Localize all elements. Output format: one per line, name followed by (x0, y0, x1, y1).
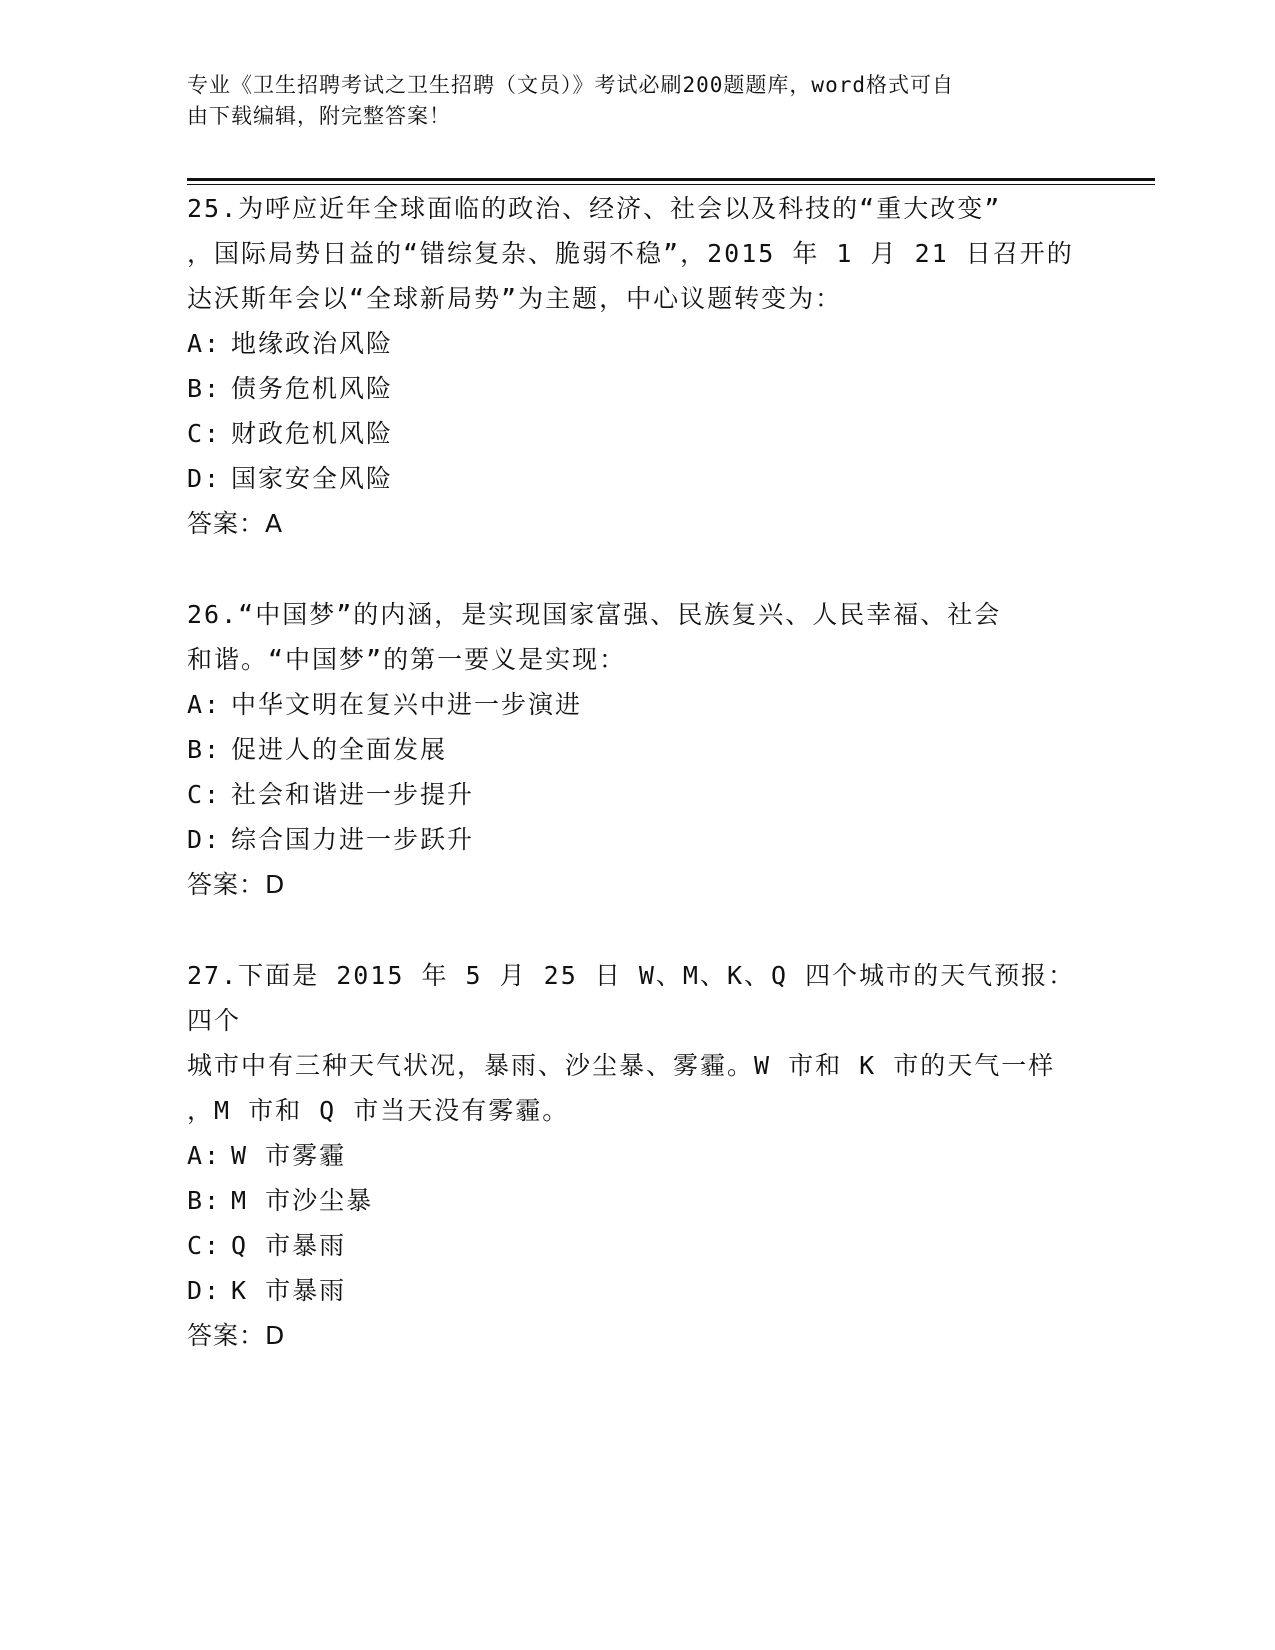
option-text: K 市暴雨 (231, 1276, 347, 1305)
option-a (187, 321, 1087, 366)
option-letter: B: (187, 374, 222, 403)
option-text: 债务危机风险 (231, 374, 394, 403)
option-letter: A: (187, 329, 222, 358)
question-number: 25. (187, 194, 239, 223)
option-text: 综合国力进一步跃升 (231, 825, 475, 854)
question-stem (187, 186, 1087, 321)
stem-line: 城市中有三种天气状况，暴雨、沙尘暴、雾霾。W 市和 K 市的天气一样 (187, 1051, 1056, 1080)
option-text: 国家安全风险 (231, 464, 394, 493)
option-letter: C: (187, 1231, 222, 1260)
option-a (187, 682, 1087, 727)
option-letter: A: (187, 1141, 222, 1170)
option-text: 财政危机风险 (231, 419, 394, 448)
option-text: M 市沙尘暴 (231, 1186, 374, 1215)
option-text: 地缘政治风险 (231, 329, 394, 358)
option-a (187, 1133, 1087, 1178)
option-letter: C: (187, 419, 222, 448)
option-b (187, 366, 1087, 411)
option-letter: A: (187, 690, 222, 719)
option-letter: D: (187, 1276, 222, 1305)
stem-line: 为呼应近年全球面临的政治、经济、社会以及科技的“重大改变” (238, 194, 1002, 223)
question-number: 27. (187, 961, 239, 990)
question-number: 26. (187, 600, 239, 629)
header-line-1: 专业《卫生招聘考试之卫生招聘（文员）》考试必刷200题题库，word格式可自 (187, 73, 954, 97)
option-text: 社会和谐进一步提升 (231, 780, 475, 809)
document-header (187, 70, 1067, 132)
answer-line: 答案：D (187, 1321, 286, 1350)
option-c (187, 1223, 1087, 1268)
option-c (187, 772, 1087, 817)
header-divider-thin (187, 184, 1155, 185)
option-b (187, 727, 1087, 772)
question-25 (187, 186, 1087, 546)
answer-line: 答案：D (187, 870, 286, 899)
question-27 (187, 953, 1087, 1358)
option-text: W 市雾霾 (231, 1141, 347, 1170)
header-line-2: 由下载编辑，附完整答案！ (187, 104, 451, 128)
option-letter: B: (187, 735, 222, 764)
stem-line: 下面是 2015 年 5 月 25 日 W、M、K、Q 四个城市的天气预报：四个 (187, 961, 1076, 1035)
stem-line: ，M 市和 Q 市当天没有雾霾。 (187, 1096, 570, 1125)
question-26 (187, 592, 1087, 907)
option-letter: B: (187, 1186, 222, 1215)
option-text: 促进人的全面发展 (231, 735, 448, 764)
stem-line: 达沃斯年会以“全球新局势”为主题，中心议题转变为： (187, 284, 843, 313)
header-divider-thick (187, 178, 1155, 181)
option-text: Q 市暴雨 (231, 1231, 347, 1260)
answer-line: 答案：A (187, 509, 284, 538)
option-letter: D: (187, 464, 222, 493)
option-d (187, 456, 1087, 501)
stem-line: “中国梦”的内涵，是实现国家富强、民族复兴、人民幸福、社会 (238, 600, 1002, 629)
option-d (187, 1268, 1087, 1313)
question-stem (187, 953, 1087, 1133)
stem-line: 和谐。“中国梦”的第一要义是实现： (187, 645, 627, 674)
option-letter: C: (187, 780, 222, 809)
option-letter: D: (187, 825, 222, 854)
stem-line: ，国际局势日益的“错综复杂、脆弱不稳”，2015 年 1 月 21 日召开的 (187, 239, 1074, 268)
option-d (187, 817, 1087, 862)
question-stem (187, 592, 1087, 682)
option-text: 中华文明在复兴中进一步演进 (231, 690, 583, 719)
option-b (187, 1178, 1087, 1223)
option-c (187, 411, 1087, 456)
